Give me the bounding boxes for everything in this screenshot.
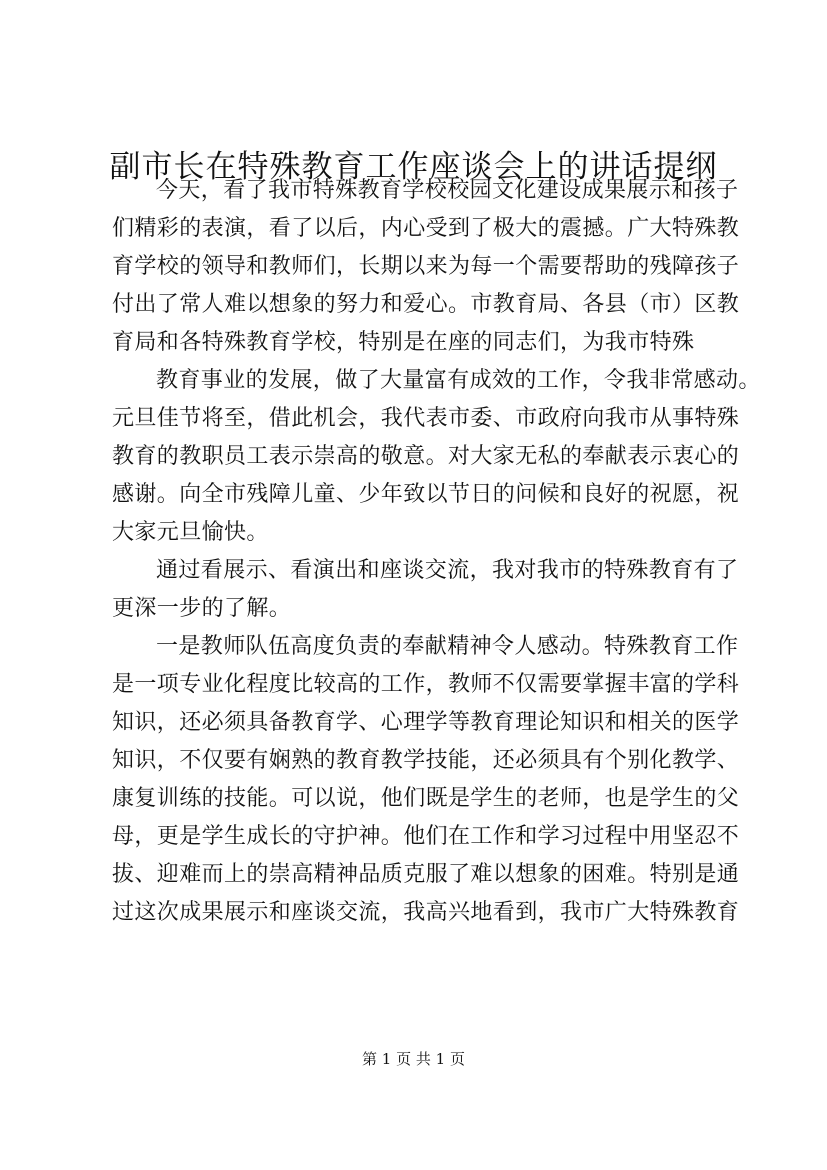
body-line: 知识，还必须具备教育学、心理学等教育理论知识和相关的医学: [112, 710, 740, 735]
document-body: [112, 172, 761, 932]
body-line: 更深一步的了解。: [112, 596, 292, 621]
body-line: 一是教师队伍高度负责的奉献精神令人感动。特殊教育工作: [156, 634, 739, 659]
body-line: 通过看展示、看演出和座谈交流，我对我市的特殊教育有了: [156, 558, 739, 583]
body-line: 母，更是学生成长的守护神。他们在工作和学习过程中用坚忍不: [112, 824, 740, 849]
body-line: 元旦佳节将至，借此机会，我代表市委、市政府向我市从事特殊: [112, 406, 740, 431]
body-line: 育学校的领导和教师们，长期以来为每一个需要帮助的残障孩子: [112, 254, 740, 279]
body-line: 拔、迎难而上的崇高精神品质克服了难以想象的困难。特别是通: [112, 862, 740, 887]
body-line: 康复训练的技能。可以说，他们既是学生的老师，也是学生的父: [112, 786, 740, 811]
document-title: 副市长在特殊教育工作座谈会上的讲话提纲: [109, 149, 718, 185]
body-line: 育局和各特殊教育学校，特别是在座的同志们，为我市特殊: [112, 330, 695, 355]
body-line: 过这次成果展示和座谈交流，我高兴地看到，我市广大特殊教育: [112, 900, 740, 925]
body-line: 感谢。向全市残障儿童、少年致以节日的问候和良好的祝愿，祝: [112, 482, 740, 507]
body-line: 今天，看了我市特殊教育学校校园文化建设成果展示和孩子: [156, 178, 739, 203]
body-line: 大家元旦愉快。: [112, 520, 269, 545]
body-line: 知识，不仅要有娴熟的教育教学技能，还必须具有个别化教学、: [112, 748, 740, 773]
body-line: 们精彩的表演，看了以后，内心受到了极大的震撼。广大特殊教: [112, 216, 740, 241]
body-line: 教育事业的发展，做了大量富有成效的工作，令我非常感动。: [156, 368, 761, 393]
body-line: 付出了常人难以想象的努力和爱心。市教育局、各县（市）区教: [112, 292, 740, 317]
body-line: 是一项专业化程度比较高的工作，教师不仅需要掌握丰富的学科: [112, 672, 740, 697]
page-footer: 第 1 页 共 1 页: [362, 1050, 465, 1068]
body-line: 教育的教职员工表示崇高的敬意。对大家无私的奉献表示衷心的: [112, 444, 740, 469]
